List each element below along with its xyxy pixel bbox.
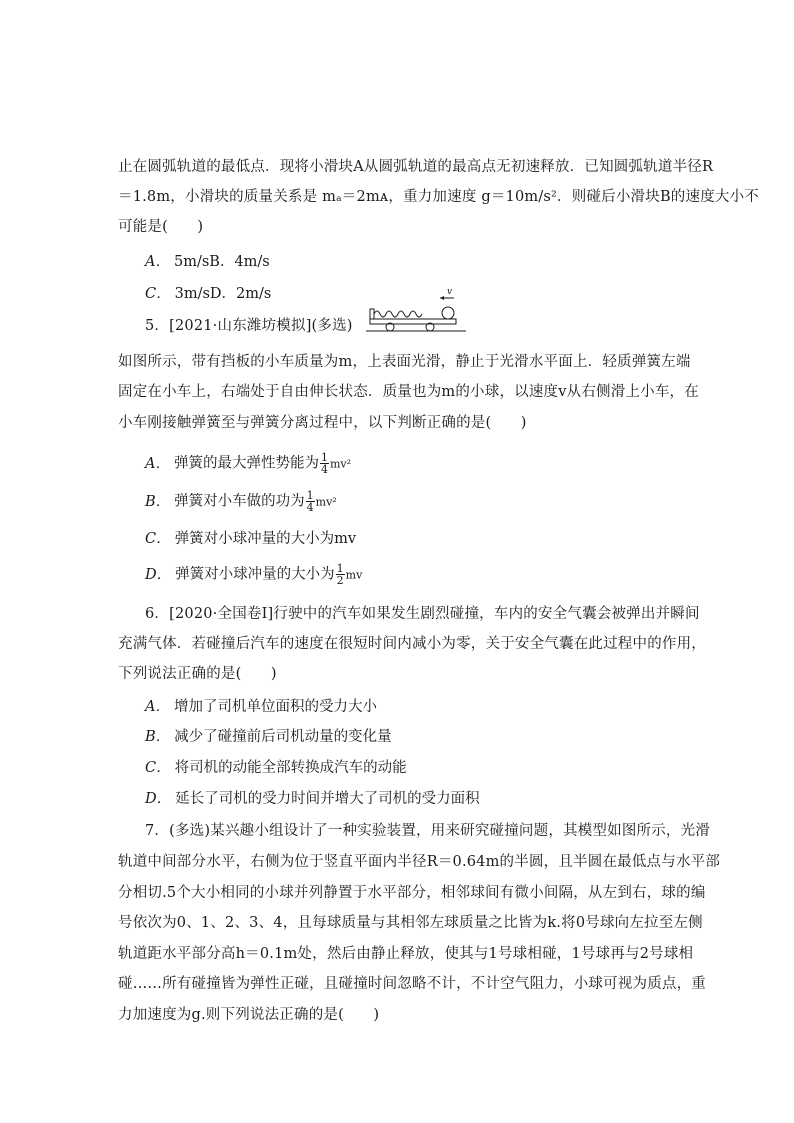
q6-option-d (145, 789, 480, 809)
q5-line-1: 如图所示，带有挡板的小车质量为m，上表面光滑，静止于光滑水平面上．轻质弹簧左端 (118, 354, 691, 370)
velocity-arrowhead (440, 296, 444, 300)
fraction-numerator: 1 (306, 489, 314, 502)
option-text: 增加了司机单位面积的受力大小 (173, 699, 377, 715)
option-label: A． (145, 699, 170, 715)
q6-line-1: 6．[2020·全国卷Ⅰ]行驶中的汽车如果发生剧烈碰撞，车内的安全气囊会被弹出并瞬间 (145, 606, 700, 622)
q7-line-3: 分相切.5个大小相同的小球并列静置于水平部分，相邻球间有微小间隔，从左到右，球的编 (118, 885, 706, 901)
velocity-label: v (447, 287, 453, 297)
option-text: 延长了司机的受力时间并增大了司机的受力面积 (175, 791, 480, 807)
q7-line-2: 轨道中间部分水平，右侧为位于竖直平面内半径R＝0.64m的半圆，且半圆在最低点与水平部 (118, 854, 721, 870)
q6-option-c (145, 758, 407, 778)
q4-line-2: ＝1.8m，小滑块的质量关系是 mₐ＝2mᴀ，重力加速度 g＝10m/s²．则碰后小滑块B的速度大小不 (118, 189, 760, 205)
fraction-denominator: 2 (336, 574, 344, 587)
q4-line-1: 止在圆弧轨道的最低点．现将小滑块A从圆弧轨道的最高点无初速释放．已知圆弧轨道半径R (118, 159, 714, 175)
q7-line-5: 轨道距水平部分高h＝0.1m处，然后由静止释放，使其与1号球相碰，1号球再与2号球相 (118, 946, 694, 962)
option-label: C． (145, 286, 171, 302)
option-text: 5m/sB．4m/s (173, 254, 270, 270)
option-text: 弹簧对小车做的功为 (174, 493, 305, 510)
ball (442, 307, 454, 319)
option-tail: mv² (329, 457, 352, 471)
q4-line-3: 可能是( ) (118, 219, 204, 235)
cart-baffle (370, 309, 374, 319)
spring (374, 311, 422, 317)
option-label: A． (145, 254, 170, 270)
option-tail: mv² (315, 495, 337, 509)
option-label: D． (145, 791, 172, 807)
spring-cart-diagram (366, 285, 466, 335)
option-label: C． (145, 760, 171, 776)
fraction-numerator: 1 (336, 562, 344, 575)
option-tail: mv (345, 568, 363, 582)
fraction (336, 563, 345, 586)
q6-line-3: 下列说法正确的是( ) (118, 666, 277, 682)
q7-line-1: 7．(多选)某兴趣小组设计了一种实验装置，用来研究碰撞问题，其模型如图所示，光滑 (145, 823, 711, 839)
option-label: A． (145, 455, 170, 472)
option-text: 将司机的动能全部转换成汽车的动能 (174, 760, 407, 776)
fraction-numerator: 1 (320, 451, 328, 464)
q7-line-7: 力加速度为g.则下列说法正确的是( ) (118, 1007, 380, 1023)
q6-option-a (145, 697, 377, 717)
option-text: 减少了碰撞前后司机动量的变化量 (174, 729, 392, 745)
fraction (320, 452, 329, 475)
option-text: 弹簧的最大弹性势能为 (173, 455, 319, 472)
option-text: 弹簧对小球冲量的大小为 (175, 566, 335, 583)
fraction-denominator: 4 (320, 463, 328, 476)
q5-header: 5．[2021·山东潍坊模拟](多选) (145, 318, 353, 334)
q6-option-b (145, 727, 392, 747)
q7-line-4: 号依次为0、1、2、3、4，且每球质量与其相邻左球质量之比皆为k.将0号球向左拉至左侧 (118, 915, 703, 931)
option-text: 3m/sD．2m/s (174, 286, 272, 302)
fraction-denominator: 4 (306, 501, 314, 514)
option-label: C． (145, 531, 171, 547)
q7-line-6: 碰……所有碰撞皆为弹性正碰，且碰撞时间忽略不计，不计空气阻力，小球可视为质点，重 (118, 976, 706, 992)
q5-option-b (145, 490, 337, 513)
q5-line-2: 固定在小车上，右端处于自由伸长状态．质量也为m的小球，以速度v从右侧滑上小车，在 (118, 384, 699, 400)
option-label: D． (145, 566, 172, 583)
q5-line-3: 小车刚接触弹簧至与弹簧分离过程中，以下判断正确的是( ) (118, 415, 527, 431)
q4-option-cd (145, 284, 271, 304)
q5-option-d (145, 563, 362, 586)
q6-line-2: 充满气体．若碰撞后汽车的速度在很短时间内减小为零，关于安全气囊在此过程中的作用， (118, 636, 706, 652)
cart-body (370, 319, 456, 324)
fraction (306, 490, 315, 513)
option-text: 弹簧对小球冲量的大小为mv (174, 531, 357, 547)
option-label: B． (145, 729, 171, 745)
q5-option-c (145, 529, 356, 549)
q4-option-ab (145, 252, 270, 272)
option-label: B． (145, 493, 171, 510)
spring-cart-figure (366, 285, 466, 333)
q5-option-a (145, 452, 351, 475)
